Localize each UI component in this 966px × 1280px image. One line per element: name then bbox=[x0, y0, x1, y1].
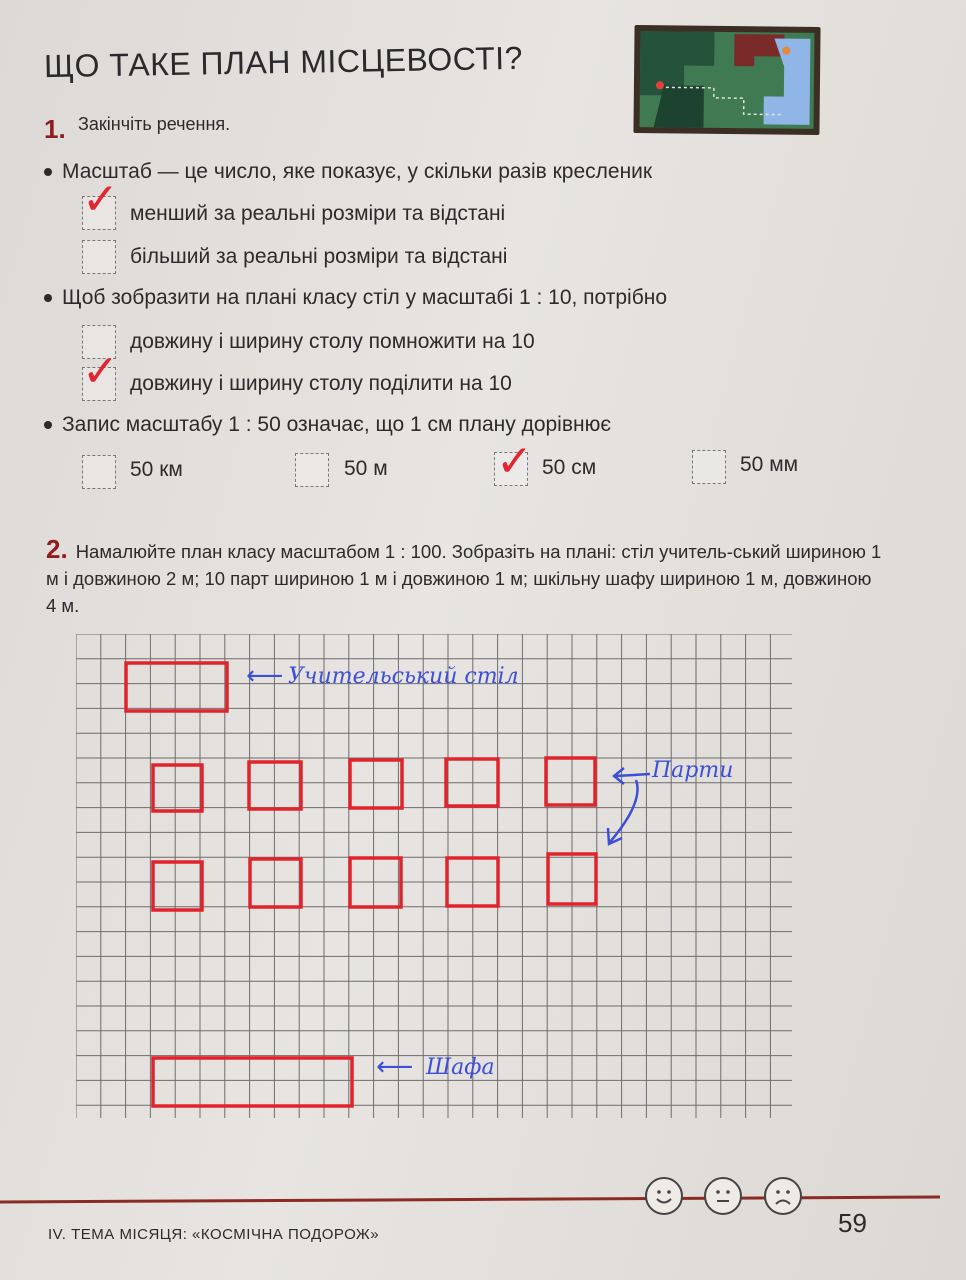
teacher-desk-rect bbox=[126, 663, 227, 711]
q3-option-2-checkbox[interactable] bbox=[295, 453, 329, 487]
desk-rect bbox=[350, 760, 402, 808]
desks-label: Парти bbox=[652, 758, 734, 783]
check-mark-icon: ✓ bbox=[496, 437, 533, 486]
question-1-text: Масштаб — це число, яке показує, у скільки разів кресленик bbox=[62, 160, 653, 183]
check-mark-icon: ✓ bbox=[82, 347, 119, 396]
q3-option-4-label: 50 мм bbox=[740, 453, 799, 476]
arrow-left-icon: ⟵ bbox=[376, 1051, 414, 1081]
neutral-face-icon[interactable] bbox=[704, 1177, 742, 1215]
page-number: 59 bbox=[838, 1208, 867, 1238]
q3-option-1-checkbox[interactable] bbox=[82, 455, 116, 489]
map-illustration bbox=[633, 25, 820, 135]
desk-rect bbox=[250, 859, 301, 907]
arrow-left-icon: ⟵ bbox=[246, 660, 284, 690]
q1-option-2-label: більший за реальні розміри та відстані bbox=[130, 245, 508, 268]
q2-option-1-checkbox[interactable] bbox=[82, 325, 116, 359]
question-3 bbox=[44, 413, 611, 437]
task-2-text: Намалюйте план класу масштабом 1 : 100. Зобразіть на плані: стіл учитель-ський шириною 1 м і довжиною 2 м; 10 парт шириною 1 м і довжиною 1 м; шкільну шафу шириною 1 м, довжиною 4 м. bbox=[46, 541, 882, 616]
task-2-number: 2. bbox=[46, 534, 68, 564]
q3-option-3-label: 50 см bbox=[542, 456, 597, 479]
desk-rect bbox=[249, 762, 301, 809]
teacher-desk-label: Учительський стіл bbox=[288, 664, 519, 689]
check-mark-icon: ✓ bbox=[82, 175, 119, 224]
q3-option-4-checkbox[interactable] bbox=[692, 450, 726, 484]
task-1-instruction: Закінчіть речення. bbox=[78, 114, 231, 134]
desks-arrow-icon bbox=[600, 762, 656, 852]
bullet-icon bbox=[44, 421, 52, 429]
task-1-number: 1. bbox=[44, 114, 66, 144]
footer-section-title: IV. ТЕМА МІСЯЦЯ: «КОСМІЧНА ПОДОРОЖ» bbox=[48, 1226, 380, 1243]
bullet-icon bbox=[44, 168, 52, 176]
q1-option-1-checkbox[interactable] bbox=[82, 196, 116, 230]
question-3-text: Запис масштабу 1 : 50 означає, що 1 см плану дорівнює bbox=[62, 413, 612, 436]
wardrobe-rect bbox=[153, 1058, 352, 1106]
q2-option-2-label: довжину і ширину столу поділити на 10 bbox=[130, 372, 512, 395]
q3-option-2-label: 50 м bbox=[344, 457, 388, 480]
happy-face-icon[interactable] bbox=[645, 1177, 683, 1215]
question-1 bbox=[44, 160, 652, 184]
q2-option-1-label: довжину і ширину столу помножити на 10 bbox=[130, 330, 535, 353]
q1-option-1-label: менший за реальні розміри та відстані bbox=[130, 202, 506, 225]
page-title: ЩО ТАКЕ ПЛАН МІСЦЕВОСТІ? bbox=[43, 39, 524, 85]
question-2-text: Щоб зобразити на плані класу стіл у масштабі 1 : 10, потрібно bbox=[62, 286, 668, 309]
bullet-icon bbox=[44, 294, 52, 302]
sad-face-icon[interactable] bbox=[764, 1177, 802, 1215]
drawing-grid[interactable] bbox=[76, 634, 792, 1118]
desk-rect bbox=[153, 765, 202, 811]
q3-option-1-label: 50 км bbox=[130, 458, 183, 481]
wardrobe-label: Шафа bbox=[426, 1055, 495, 1080]
task-2 bbox=[46, 536, 886, 619]
q2-option-2-checkbox[interactable] bbox=[82, 367, 116, 401]
q1-option-2-checkbox[interactable] bbox=[82, 240, 116, 274]
q3-option-3-checkbox[interactable] bbox=[494, 452, 528, 486]
desk-rect bbox=[546, 758, 595, 805]
question-2 bbox=[44, 286, 667, 310]
desk-rect bbox=[153, 862, 202, 910]
